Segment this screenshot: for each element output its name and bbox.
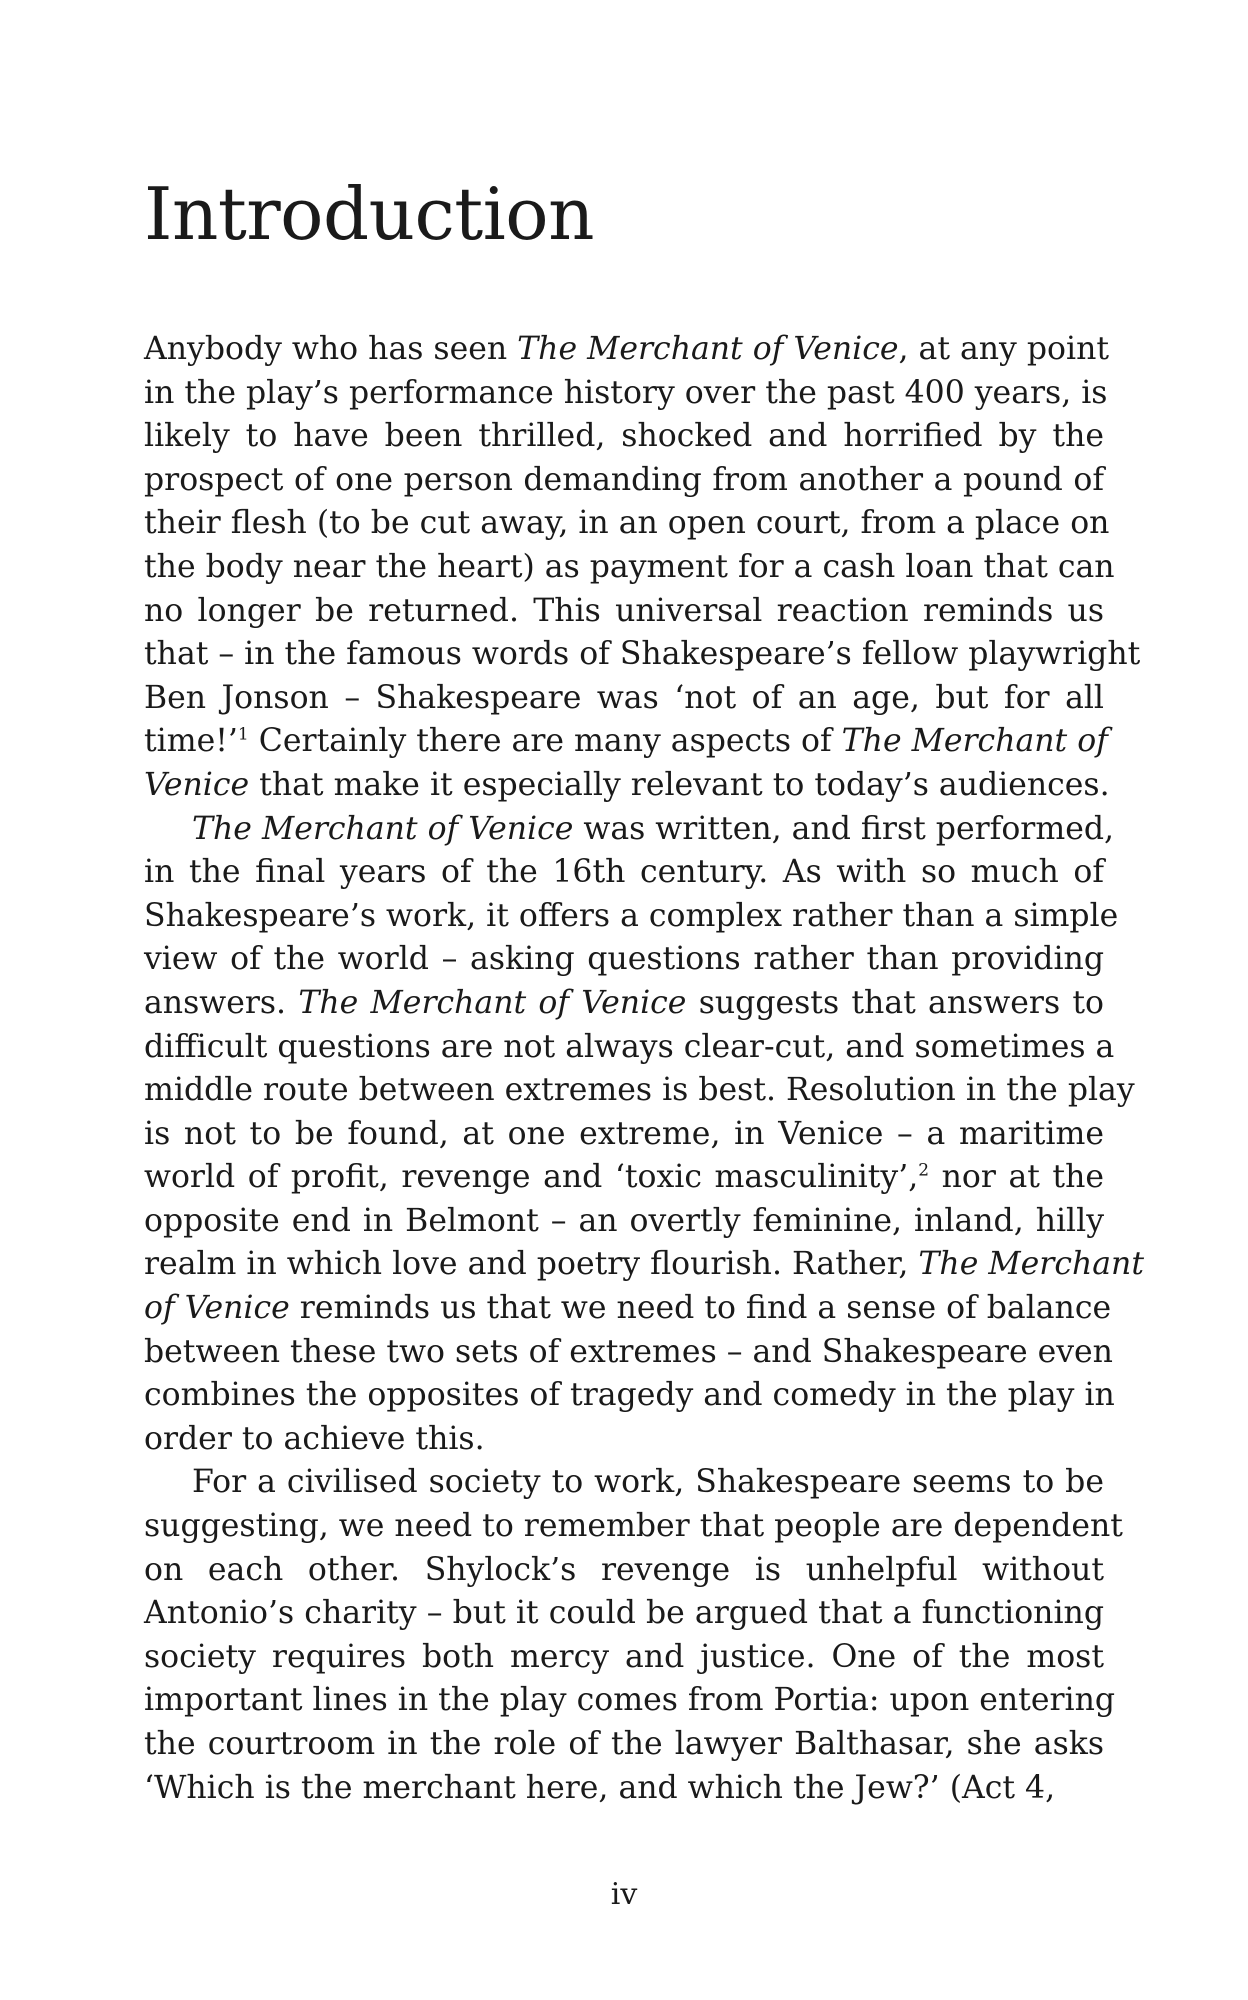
- chapter-title: Introduction: [144, 172, 594, 256]
- italic-title: The Merchant of: [841, 723, 1108, 760]
- text-line: [144, 851, 1104, 895]
- text-run: answers.: [144, 984, 299, 1021]
- text-run: nor at the: [929, 1159, 1104, 1196]
- text-run: middle route between extremes is best. Resolution in the play: [144, 1072, 1135, 1109]
- text-line: [144, 1767, 1104, 1811]
- text-line: [144, 1113, 1104, 1157]
- text-run: suggests that answers to: [686, 984, 1104, 1021]
- text-line: [144, 502, 1110, 546]
- text-line: [144, 1636, 1104, 1680]
- text-line: [144, 372, 1108, 416]
- text-line: [144, 1418, 1104, 1462]
- text-line: [144, 1331, 1113, 1375]
- text-line: [144, 633, 1141, 677]
- text-run: society requires both mercy and justice. One of the most: [144, 1638, 1104, 1675]
- text-line: [144, 982, 1104, 1026]
- text-run: order to achieve this.: [144, 1420, 485, 1457]
- text-run: reminds us that we need to find a sense of balance: [289, 1290, 1112, 1327]
- text-run: between these two sets of extremes – and Shakespeare even: [144, 1333, 1113, 1370]
- text-run: on each other. Shylock’s revenge is unhelpful without: [144, 1551, 1104, 1588]
- text-run: that – in the famous words of Shakespeare’s fellow playwright: [144, 636, 1141, 673]
- italic-title: The Merchant of Venice: [298, 984, 687, 1021]
- text-line: [144, 1156, 1104, 1200]
- text-run: Certainly there are many aspects of: [248, 723, 842, 760]
- text-line: [144, 1374, 1115, 1418]
- text-run: view of the world – asking questions rather than providing: [144, 941, 1104, 978]
- text-line: [144, 1243, 1144, 1287]
- page-number: iv: [610, 1877, 638, 1912]
- text-run: likely to have been thrilled, shocked and horrified by the: [144, 418, 1104, 455]
- text-run: Anybody who has seen: [144, 331, 518, 367]
- text-line: [144, 1723, 1104, 1767]
- text-run: prospect of one person demanding from another a pound of: [144, 461, 1104, 498]
- text-run: suggesting, we need to remember that people are dependent: [144, 1508, 1123, 1545]
- footnote-marker: 2: [918, 1160, 930, 1181]
- text-line: [144, 415, 1104, 459]
- text-run: in the play’s performance history over the past 400 years, is: [144, 374, 1108, 411]
- text-run: difficult questions are not always clear-cut, and sometimes a: [144, 1028, 1115, 1065]
- text-run: is not to be found, at one extreme, in Venice – a maritime: [144, 1115, 1104, 1152]
- text-line: [144, 1026, 1115, 1070]
- italic-title: The Merchant: [918, 1246, 1144, 1283]
- text-line: [144, 590, 1104, 634]
- text-run: For a civilised society to work, Shakespeare seems to be: [192, 1464, 1104, 1501]
- text-line: [144, 328, 1110, 372]
- text-line: [144, 720, 1108, 764]
- footnote-marker: 1: [237, 724, 249, 745]
- text-run: important lines in the play comes from Portia: upon entering: [144, 1682, 1116, 1719]
- text-line: [144, 1287, 1112, 1331]
- text-run: their flesh (to be cut away, in an open court, from a place on: [144, 505, 1110, 542]
- italic-title: of Venice: [144, 1290, 290, 1327]
- text-line: [144, 546, 1115, 590]
- text-run: Ben Jonson – Shakespeare was ‘not of an age, but for all: [144, 679, 1104, 716]
- text-run: , at any point: [898, 331, 1110, 367]
- text-run: was written, and first performed,: [573, 810, 1115, 847]
- text-run: the body near the heart) as payment for a cash loan that can: [144, 548, 1115, 585]
- text-line: [144, 895, 1119, 939]
- text-run: time!’: [144, 723, 238, 760]
- text-run: in the final years of the 16th century. As with so much of: [144, 854, 1104, 891]
- text-line: [144, 1679, 1116, 1723]
- text-run: world of profit, revenge and ‘toxic masculinity’,: [144, 1159, 919, 1196]
- text-run: ‘Which is the merchant here, and which the Jew?’ (Act 4,: [144, 1769, 1056, 1806]
- italic-title: The Merchant of Venice: [517, 331, 899, 367]
- text-run: that make it especially relevant to today’s audiences.: [249, 766, 1110, 803]
- text-run: Shakespeare’s work, it offers a complex rather than a simple: [144, 897, 1119, 934]
- text-run: opposite end in Belmont – an overtly feminine, inland, hilly: [144, 1202, 1104, 1239]
- text-line: [144, 459, 1104, 503]
- text-line: [144, 1461, 1104, 1505]
- text-line: [144, 1069, 1135, 1113]
- text-run: the courtroom in the role of the lawyer Balthasar, she asks: [144, 1726, 1104, 1762]
- italic-title: The Merchant of Venice: [192, 810, 574, 847]
- text-run: realm in which love and poetry flourish. Rather,: [144, 1246, 919, 1283]
- text-line: [144, 938, 1104, 982]
- text-line: [144, 1200, 1104, 1244]
- text-run: combines the opposites of tragedy and comedy in the play in: [144, 1377, 1115, 1414]
- text-line: [144, 677, 1104, 721]
- text-line: [144, 1505, 1123, 1549]
- text-run: no longer be returned. This universal reaction reminds us: [144, 592, 1104, 629]
- body-text: [144, 328, 1144, 1810]
- text-line: [144, 764, 1110, 808]
- text-run: Antonio’s charity – but it could be argued that a functioning: [144, 1595, 1104, 1632]
- text-line: [144, 1549, 1104, 1593]
- text-line: [144, 808, 1115, 852]
- italic-title: Venice: [144, 766, 250, 803]
- text-line: [144, 1592, 1104, 1636]
